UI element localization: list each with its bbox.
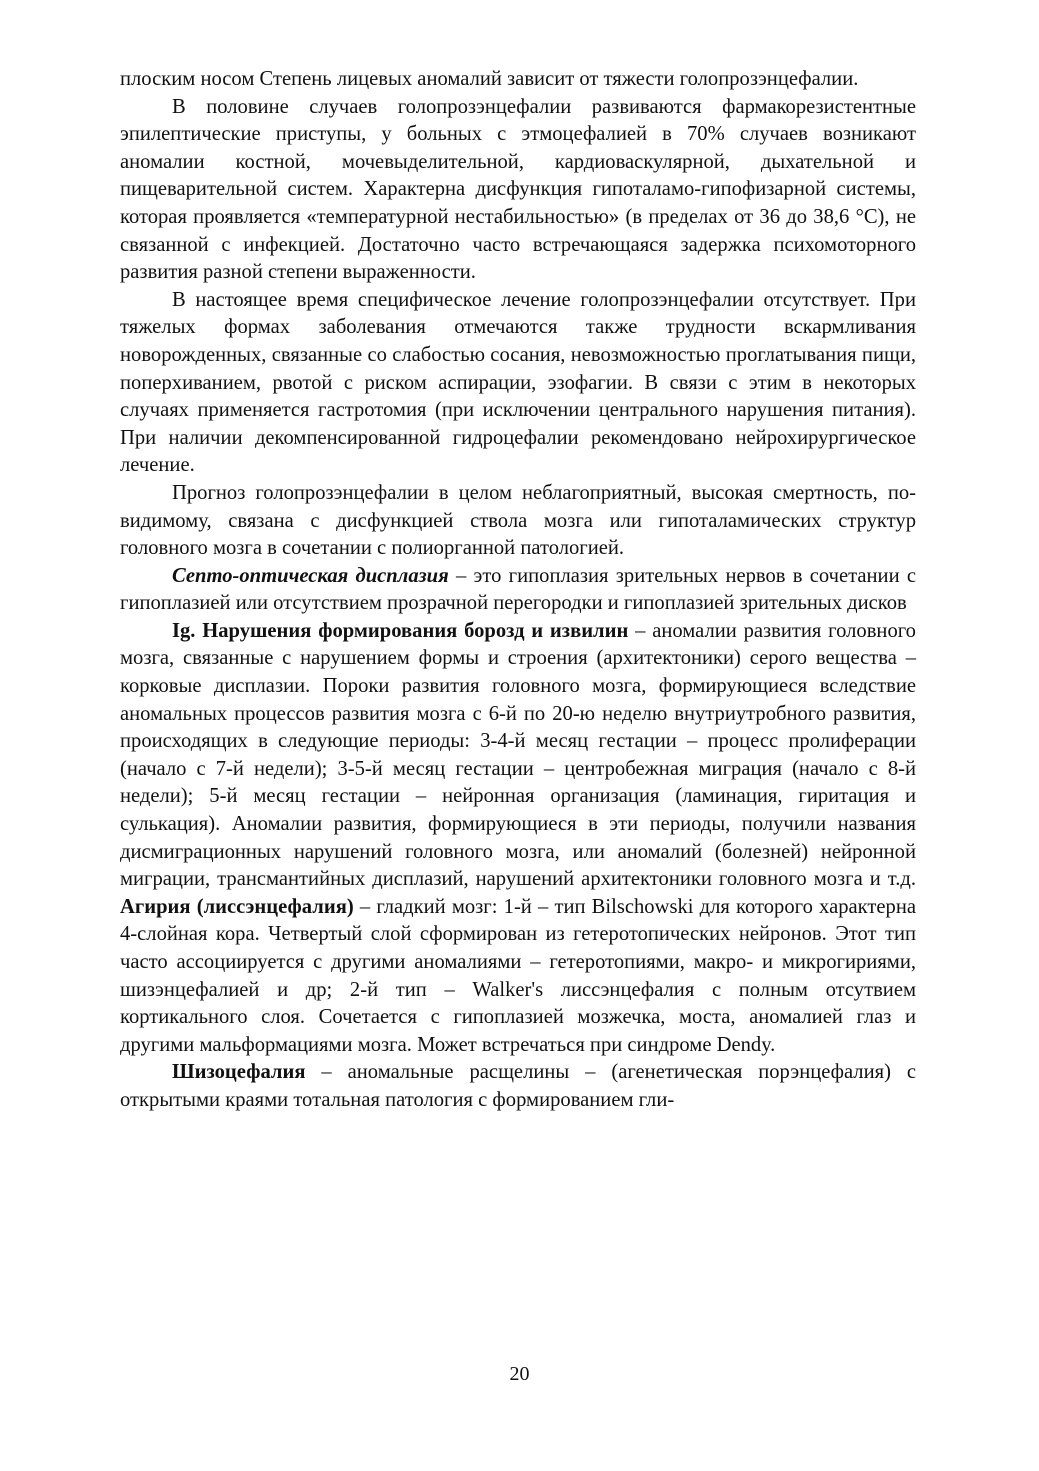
page-number: 20 [509,1363,530,1385]
paragraph-6-text-continued: – гладкий мозг: 1-й – тип Bilschowski для которого характерна 4-слойная кора. Четвертый слой сформирован из гетеротопических нейронов. Этот тип часто ассоциируется с другими аномалиями – гетеротопиями, макро- и микрогириями, шизэнцефалией и др; 2-й тип – Walker's лиссэнцефалия с полным отсутвием кортикального слоя. Сочетается с гипоплазией мозжечка, моста, аномалией глаз и другими мальформациями мозга. Может встречаться при синдроме Dendy. [120,895,916,1056]
paragraph-7-text: – аномальные расщелины – (агенетическая порэнцефалия) с открытыми краями тотальная патология с формированием гли- [120,1061,916,1111]
paragraph-3-text: В настоящее время специфическое лечение голопрозэнцефалии отсутствует. При тяжелых формах заболевания отмечаются также трудности вскармливания новорожденных, связанные со слабостью сосания, невозможностью проглатывания пищи, поперхиванием, рвотой с риском аспирации, эзофагии. В связи с этим в некоторых случаях применяется гастротомия (при исключении центрального нарушения питания). При наличии декомпенсированной гидроцефалии рекомендовано нейрохирургическое лечение. [120,288,916,477]
agyria-term: Агирия (лиссэнцефалия) [120,895,354,918]
paragraph-4 [120,480,916,563]
paragraph-2 [120,94,916,287]
main-text [120,66,916,1115]
section-heading-ig: Ig. Нарушения формирования борозд и извилин [172,619,629,642]
paragraph-7 [120,1059,916,1114]
paragraph-2-text: В половине случаев голопрозэнцефалии развиваются фармакорезистентные эпилептические приступы, у больных с этмоцефалией в 70% случаев возникают аномалии костной, мочевыделительной, кардиоваскулярной, дыхательной и пищеварительной систем. Характерна дисфункция гипоталамо-гипофизарной системы, которая проявляется «температурной нестабильностью» (в пределах от 36 до 38,6 °С), не связанной с инфекцией. Достаточно часто встречающаяся задержка психомоторного развития разной степени выраженности. [120,95,916,284]
paragraph-4-text: Прогноз голопрозэнцефалии в целом неблагоприятный, высокая смертность, по-видимому, связана с дисфункцией ствола мозга или гипоталамических структур головного мозга в сочетании с полиорганной патологией. [120,481,916,560]
paragraph-1 [120,66,916,94]
paragraph-1-text: плоским носом Степень лицевых аномалий зависит от тяжести голопрозэнцефалии. [120,68,859,90]
paragraph-5-text: – это гипоплазия зрительных нервов в сочетании с гипоплазией или отсутствием прозрачной перегородки и гипоплазией зрительных дисков [120,564,916,615]
septo-optic-dysplasia-term: Септо-оптическая дисплазия [172,564,449,587]
paragraph-3 [120,287,916,480]
paragraph-5 [120,563,916,618]
paragraph-6-text: – аномалии развития головного мозга, связанные с нарушением формы и строения (архитектоники) серого вещества – корковые дисплазии. Пороки развития головного мозга, формирующиеся вследствие аномальных процессов развития мозга с 6-й по 20-ю неделю внутриутробного развития, происходящих в следующие периоды: 3-4-й месяц гестации – процесс пролиферации (начало с 7-й недели); 3-5-й месяц гестации – центробежная миграция (начало с 8-й недели); 5-й месяц гестации – нейронная организация (ламинация, гиритация и сулькация). Аномалии развития, формирующиеся в эти периоды, получили названия дисмиграционных нарушений головного мозга, или аномалий (болезней) нейронной миграции, трансмантийных дисплазий, нарушений архитектоники головного мозга и т.д. [120,619,916,891]
paragraph-6 [120,618,916,1060]
schizencephaly-term: Шизоцефалия [172,1061,306,1084]
